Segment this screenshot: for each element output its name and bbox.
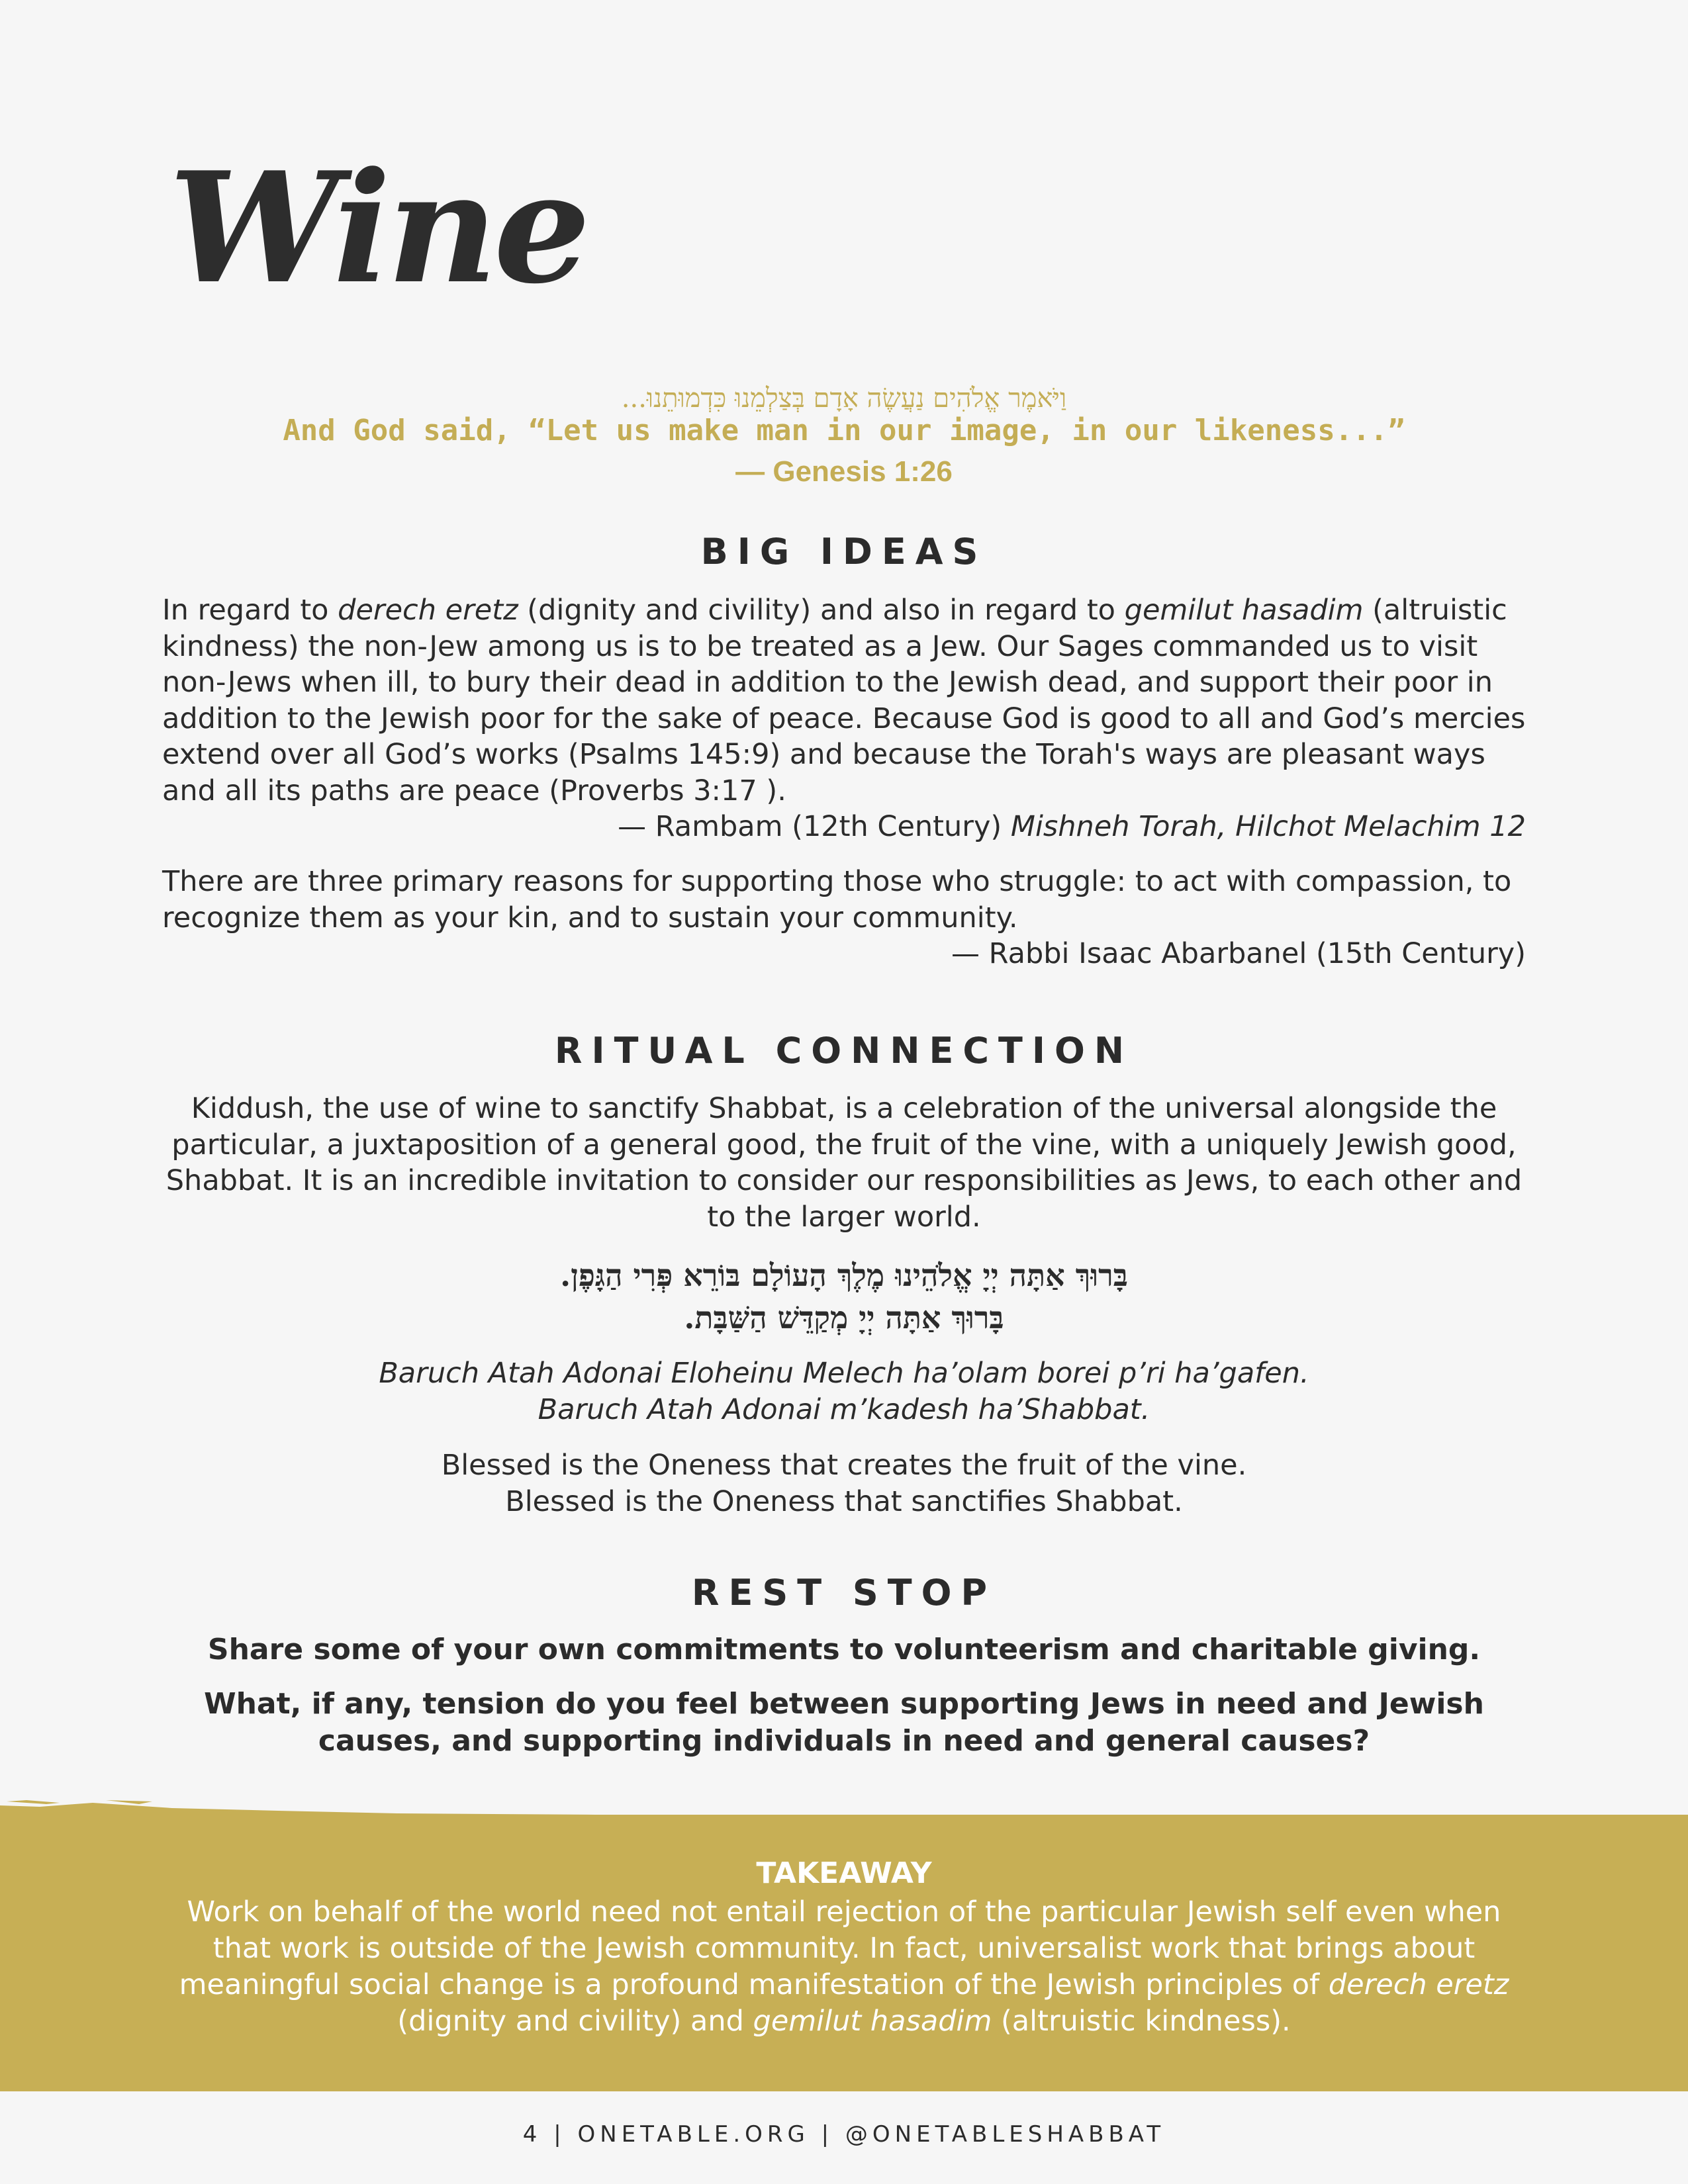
ritual-text: Kiddush, the use of wine to sanctify Shabbat, is a celebration of the universal alongside the particular, a juxtaposition of a general good, the fruit of the vine, with a uniquely Jewish good, Shabbat. It is an incredible invitation to consider our responsibilities as Jews, to each other and to the larger world.: [165, 1092, 1523, 1234]
p1-attribution: [162, 809, 1526, 845]
kiddush-hebrew-line-2: בָּרוּךְ אַתָּה יְיָ מְקַדֵּשׁ הַשַּׁבָּת.: [684, 1300, 1004, 1336]
takeaway-text: [159, 1894, 1529, 2040]
quote-english: And God said, “Let us make man in our image, in our likeness...”: [283, 414, 1405, 447]
quote-hebrew: וַיֹּאמֶר אֱלֹהִים נַעֲשֶׂה אָדָם בְּצַלְמֵנוּ כִּדְמוּתֵנוּ...: [621, 383, 1067, 414]
big-ideas-paragraph-1: [162, 592, 1526, 845]
translit-line-1: Baruch Atah Adonai Eloheinu Melech ha’olam borei p’ri ha’gafen.: [379, 1357, 1309, 1390]
page-title: Wine: [169, 139, 587, 318]
rest-stop-heading: REST STOP: [691, 1572, 997, 1614]
takeaway-text-3: (altruistic kindness).: [992, 2005, 1291, 2038]
p2-text: There are three primary reasons for supporting those who struggle: to act with compassion, to recognize them as your kin, and to sustain your community.: [162, 865, 1512, 934]
takeaway-italic-gemilut-hasadim: gemilut hasadim: [753, 2005, 992, 2038]
kiddush-english: [0, 1447, 1688, 1520]
page-footer: 4 | ONETABLE.ORG | @ONETABLESHABBAT: [522, 2121, 1166, 2148]
ritual-connection-heading: RITUAL CONNECTION: [554, 1030, 1134, 1071]
english-line-1: Blessed is the Oneness that creates the fruit of the vine.: [441, 1449, 1247, 1482]
takeaway-title: TAKEAWAY: [756, 1856, 932, 1890]
p1-attribution-plain: — Rambam (12th Century): [618, 810, 1011, 843]
p1-italic-gemilut-hasadim: gemilut hasadim: [1124, 594, 1364, 627]
big-ideas-heading: BIG IDEAS: [700, 531, 988, 572]
p1-italic-derech-eretz: derech eretz: [338, 594, 518, 627]
takeaway-italic-derech-eretz: derech eretz: [1328, 1968, 1509, 2001]
kiddush-hebrew: [0, 1254, 1688, 1339]
translit-line-2: Baruch Atah Adonai m’kadesh ha’Shabbat.: [538, 1393, 1150, 1426]
quote-source: — Genesis 1:26: [735, 455, 953, 488]
big-ideas-paragraph-2: [162, 864, 1526, 972]
p1-text-3: (altruistic kindness) the non-Jew among us is to be treated as a Jew. Our Sages commanded us to visit non-Jews when ill, to bury their dead in addition to the Jewish dead, and support their poor in addition to the Jewish poor for the sake of peace. Because God is good to all and God’s mercies extend over all God’s works (Psalms 145:9) and because the Torah's ways are pleasant ways and all its paths are peace (Proverbs 3:17 ).: [162, 594, 1526, 807]
kiddush-hebrew-line-1: בָּרוּךְ אַתָּה יְיָ אֱלֹהֵינוּ מֶלֶךְ הָעוֹלָם בּוֹרֵא פְּרִי הַגָּפֶן.: [560, 1257, 1128, 1293]
takeaway-text-1: Work on behalf of the world need not entail rejection of the particular Jewish self even when that work is outside of the Jewish community. In fact, universalist work that brings about meaningful social change is a profound manifestation of the Jewish principles of: [179, 1895, 1501, 2001]
p1-text-2: (dignity and civility) and also in regard to: [518, 594, 1125, 627]
p2-attribution: — Rabbi Isaac Abarbanel (15th Century): [951, 937, 1526, 970]
kiddush-transliteration: [0, 1355, 1688, 1428]
p1-text-1: In regard to: [162, 594, 338, 627]
rest-stop-question-1: Share some of your own commitments to volunteerism and charitable giving.: [207, 1633, 1481, 1666]
english-line-2: Blessed is the Oneness that sanctifies Shabbat.: [505, 1485, 1183, 1518]
rest-stop-question-2: What, if any, tension do you feel between supporting Jews in need and Jewish causes, and supporting individuals in need and general causes?: [204, 1687, 1484, 1758]
takeaway-text-2: (dignity and civility) and: [397, 2005, 753, 2038]
p1-attribution-italic: Mishneh Torah, Hilchot Melachim 12: [1010, 810, 1526, 843]
